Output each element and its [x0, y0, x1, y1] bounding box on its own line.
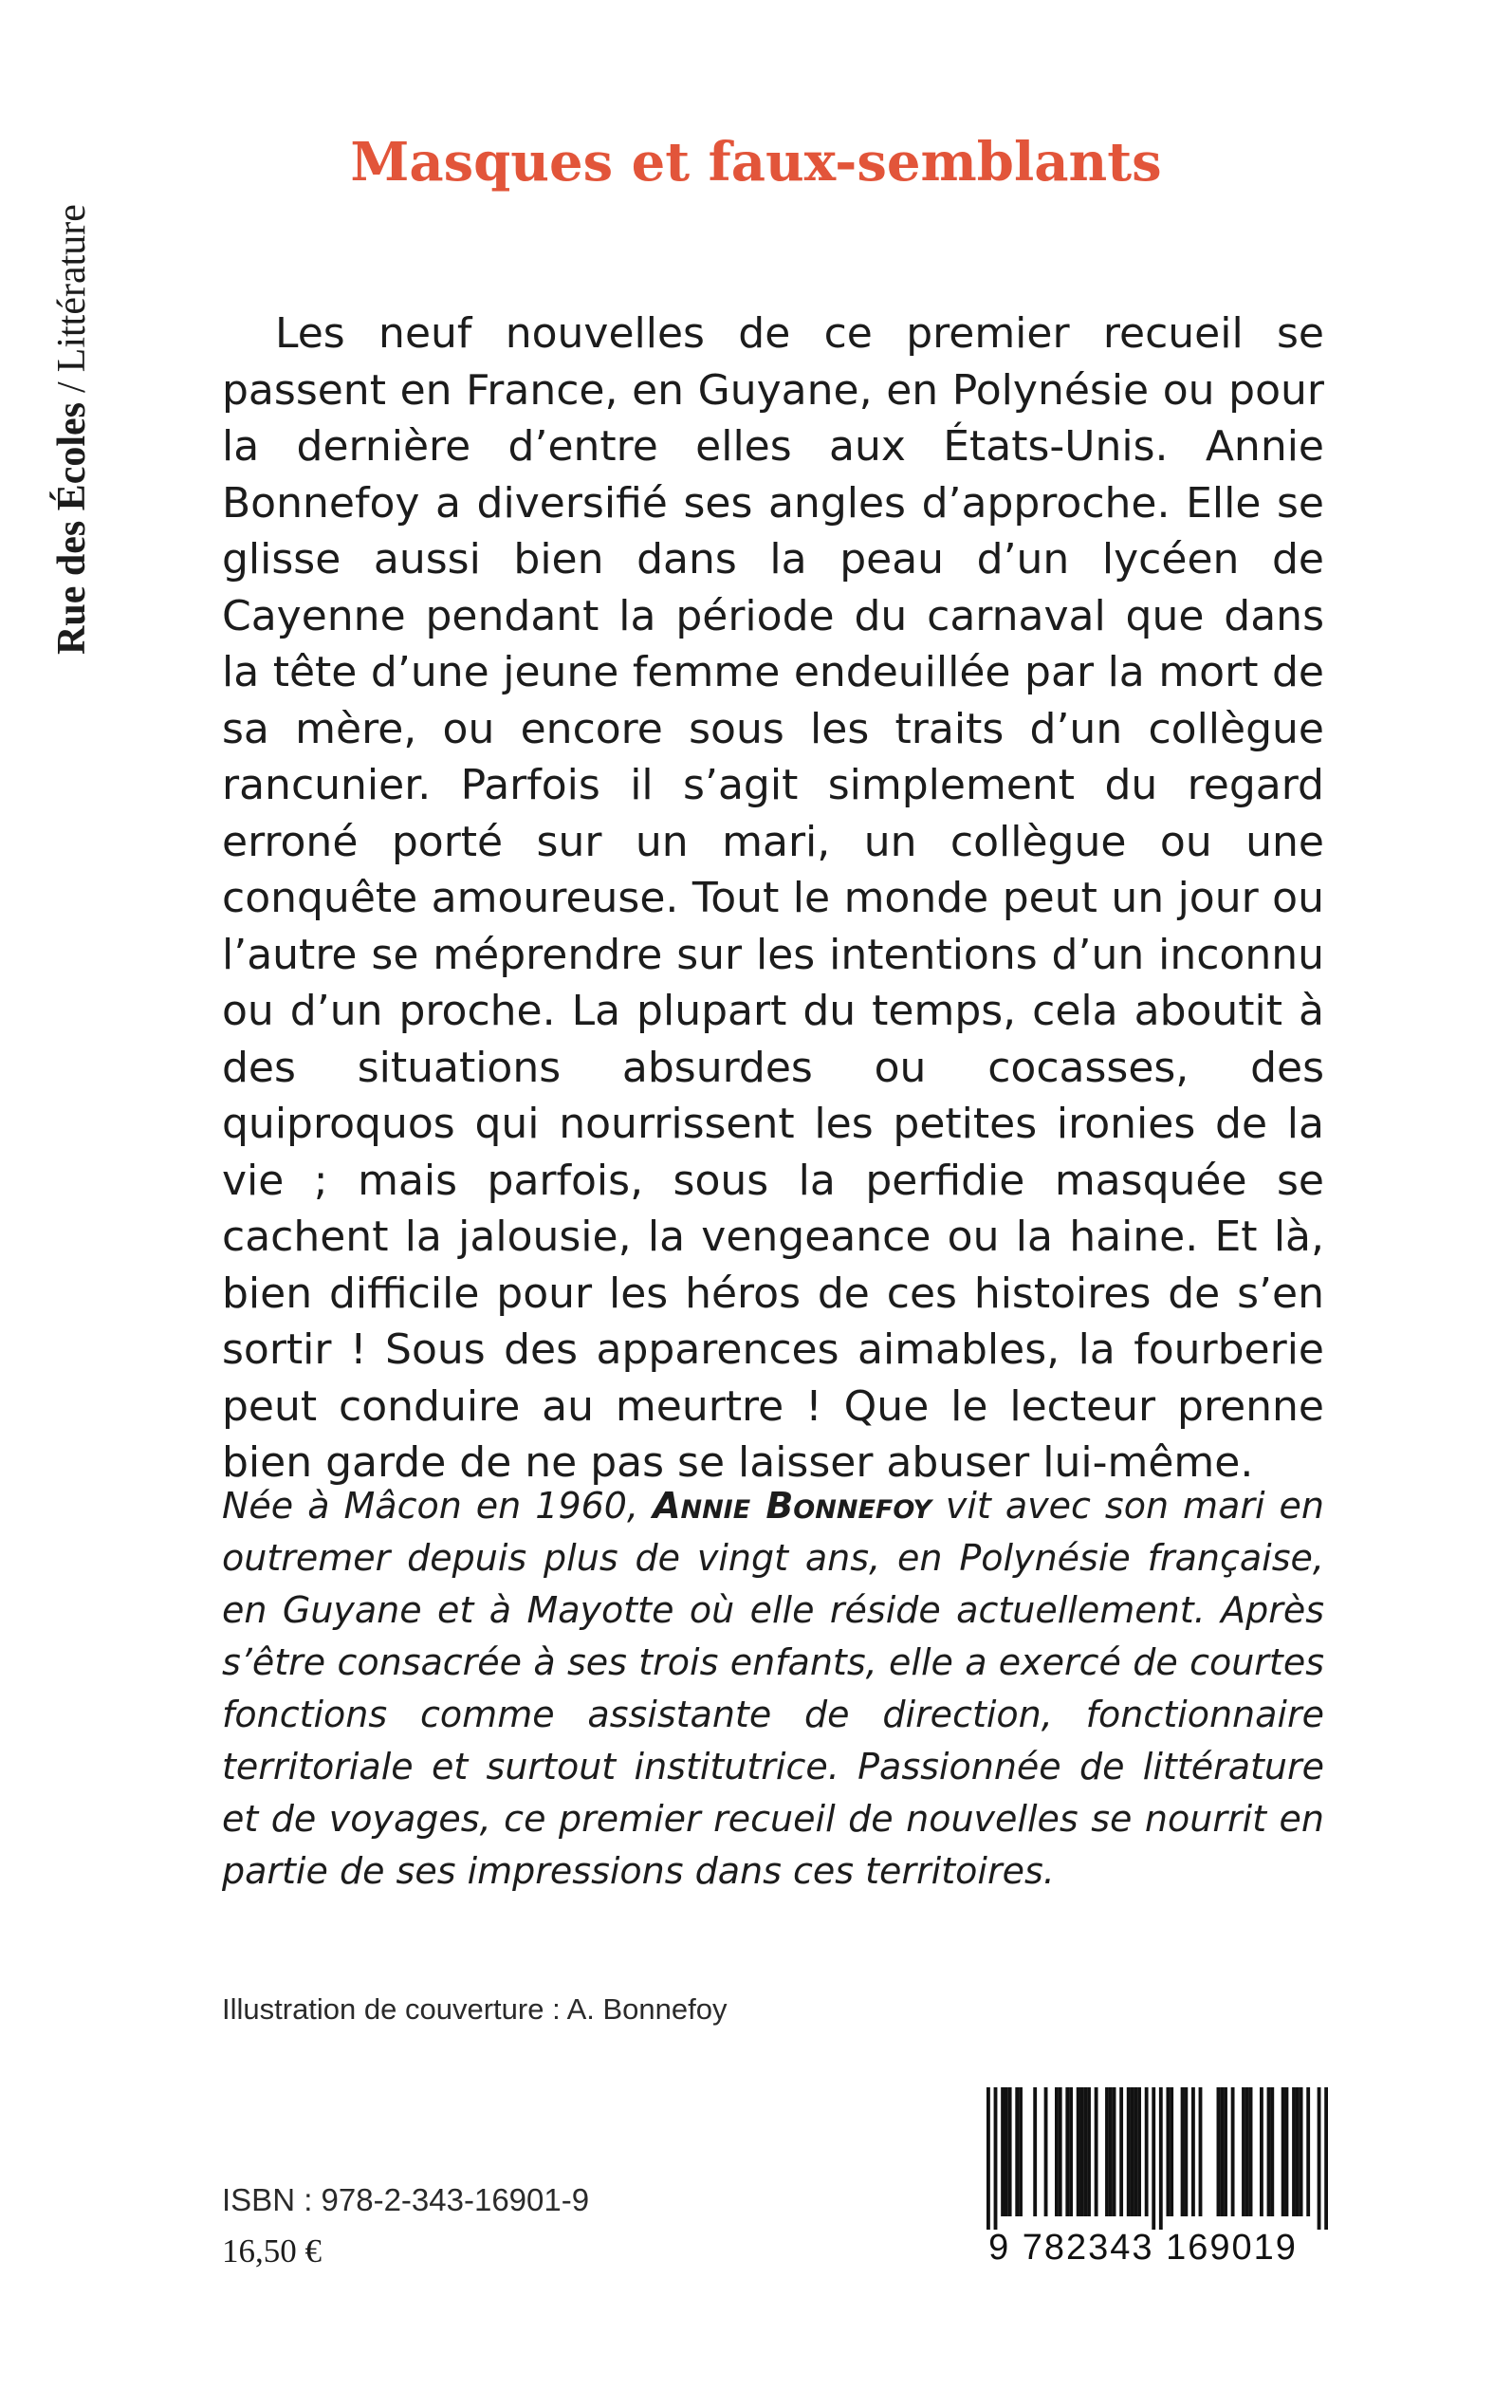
- barcode-bar: [1324, 2087, 1328, 2230]
- barcode-digits: 9 782343 169019: [988, 2228, 1298, 2268]
- barcode-bar: [1217, 2087, 1221, 2216]
- barcode-bar: [1055, 2087, 1059, 2216]
- author-bio-intro: Née à Mâcon en 1960,: [222, 1485, 654, 1527]
- collection-name: Littérature: [50, 204, 94, 373]
- book-price: 16,50 €: [222, 2232, 322, 2269]
- barcode-bar: [1166, 2087, 1170, 2216]
- barcode-bar: [1119, 2087, 1123, 2216]
- barcode-bar: [1008, 2087, 1012, 2216]
- barcode-bar: [1245, 2087, 1249, 2216]
- book-blurb: Les neuf nouvelles de ce premier recueil se passent en France, en Guyane, en Polynésie ou pour la dernière d’entre elles aux États-Unis. Annie Bonnefoy a diversifié ses angles d’approche. Elle se glisse aussi bien dans la peau d’un lycéen de Cayenne pendant la période du carnaval que dans la tête d’une jeune femme endeuillée par la mort de sa mère, ou encore sous les traits d’un collègue rancunier. Parfois il s’agit simplement du regard erroné porté sur un mari, un collègue ou une conquête amoureuse. Tout le monde peut un jour ou l’autre se méprendre sur les intentions d’un inconnu ou d’un proche. La plupart du temps, cela aboutit à des situations absurdes ou cocasses, des quiproquos qui nourrissent les petites ironies de la vie ; mais parfois, sous la perfidie masquée se cachent la jalousie, la vengeance ou la haine. Et là, bien difficile pour les héros de ces histoires de s’en sortir ! Sous des apparences aimables, la fourberie peut conduire au meurtre ! Que le lecteur prenne bien garde de ne pas se laisser abuser lui-même.: [222, 309, 1324, 1487]
- barcode-bar: [1282, 2087, 1285, 2216]
- barcode-bar: [1019, 2087, 1023, 2216]
- barcode-bar: [1181, 2087, 1185, 2216]
- barcode-bar: [1033, 2087, 1037, 2216]
- barcode-bar: [1127, 2087, 1131, 2216]
- barcode-bar: [1170, 2087, 1173, 2216]
- barcode-bar: [1015, 2087, 1019, 2216]
- barcode-bar: [1199, 2087, 1203, 2216]
- barcode-bar: [1113, 2087, 1116, 2216]
- barcode-bar: [1059, 2087, 1062, 2216]
- barcode: [958, 2087, 1328, 2268]
- barcode-bar: [1270, 2087, 1274, 2216]
- barcode-bar: [1306, 2087, 1310, 2216]
- barcode-bar: [1191, 2087, 1195, 2216]
- book-title: Masques et faux-semblants: [350, 131, 1162, 194]
- barcode-bar: [1267, 2087, 1271, 2216]
- barcode-bar: [1077, 2087, 1080, 2216]
- barcode-bar: [1242, 2087, 1245, 2216]
- barcode-bar: [1105, 2087, 1109, 2216]
- spine-separator: /: [50, 381, 94, 393]
- barcode-bar: [986, 2087, 990, 2230]
- series-name: Rue des Écoles: [50, 402, 94, 655]
- barcode-bar: [1152, 2087, 1155, 2230]
- barcode-bar: [1095, 2087, 1098, 2216]
- barcode-bar: [1318, 2087, 1321, 2230]
- barcode-bar: [1005, 2087, 1008, 2216]
- author-bio: [222, 1480, 1324, 1898]
- barcode-bar: [1292, 2087, 1296, 2216]
- barcode-bar: [1300, 2087, 1303, 2216]
- barcode-bar: [1137, 2087, 1141, 2216]
- barcode-bar: [1184, 2087, 1188, 2216]
- barcode-bar: [1065, 2087, 1069, 2216]
- barcode-bar: [1220, 2087, 1224, 2216]
- barcode-bar: [1285, 2087, 1289, 2216]
- barcode-bar: [1087, 2087, 1091, 2216]
- barcode-bar: [1249, 2087, 1253, 2216]
- barcode-bar: [1159, 2087, 1163, 2230]
- author-name: Annie Bonnefoy: [653, 1485, 931, 1527]
- barcode-bar: [1131, 2087, 1134, 2216]
- barcode-bar: [1083, 2087, 1087, 2216]
- barcode-bar: [1044, 2087, 1048, 2216]
- barcode-bars: [986, 2087, 1328, 2230]
- author-bio-body: vit avec son mari en outremer depuis plus de vingt ans, en Polynésie française, en Guyane et à Mayotte où elle réside actuellement. Après s’être consacrée à ses trois enfants, elle a exercé de courtes fonctions comme assistante de direction, fonctionnaire territoriale et surtout institutrice. Passionnée de littérature et de voyages, ce premier recueil de nouvelles se nourrit en partie de ses impressions dans ces territoires.: [222, 1485, 1324, 1892]
- barcode-bar: [1109, 2087, 1113, 2216]
- barcode-bar: [994, 2087, 998, 2230]
- barcode-bar: [1001, 2087, 1005, 2216]
- spine-label: [49, 204, 95, 655]
- isbn-number: ISBN : 978-2-343-16901-9: [222, 2182, 590, 2217]
- illustration-credit: Illustration de couverture : A. Bonnefoy: [222, 1992, 728, 2026]
- barcode-bar: [1080, 2087, 1084, 2216]
- barcode-bar: [1145, 2087, 1149, 2216]
- barcode-bar: [1224, 2087, 1227, 2216]
- barcode-bar: [1260, 2087, 1263, 2216]
- barcode-bar: [1069, 2087, 1073, 2216]
- barcode-bar: [1231, 2087, 1235, 2216]
- barcode-bar: [1296, 2087, 1300, 2216]
- barcode-bar: [1134, 2087, 1137, 2216]
